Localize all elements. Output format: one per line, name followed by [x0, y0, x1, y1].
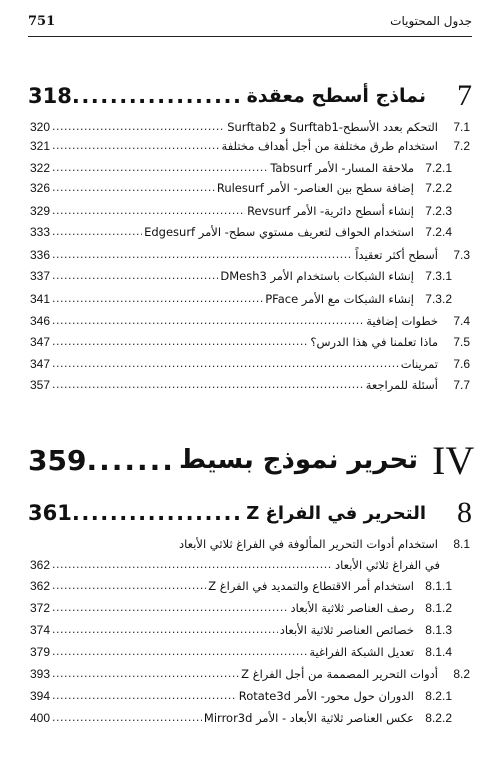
dot-leader: [52, 708, 202, 728]
entry-section-number: 7.3.1: [425, 269, 452, 283]
entry-section-number: 8.2.2: [425, 711, 452, 725]
entry-title: خصائص العناصر ثلاثية الأبعاد: [279, 623, 414, 637]
toc-entry[interactable]: [30, 686, 452, 706]
toc-entry[interactable]: [30, 136, 470, 156]
dot-leader: [52, 311, 364, 331]
entry-page-number: 336: [30, 248, 51, 262]
toc-entry[interactable]: [30, 708, 452, 728]
entry-section-number: 7.2.1: [425, 161, 452, 175]
entry-title: استخدام أدوات التحرير المألوفة في الفراغ ثلاثي الأبعاد: [179, 537, 438, 551]
entry-page-number: 346: [30, 314, 51, 328]
part-heading[interactable]: [28, 437, 475, 483]
toc-entry[interactable]: [30, 222, 452, 242]
dot-leader: [72, 501, 240, 525]
entry-page-number: 321: [30, 139, 51, 153]
entry-title: ملاحقة المسار- الأمر Tabsurf: [270, 161, 414, 175]
chapter-title: التحرير في الفراغ Z: [246, 502, 426, 524]
dot-leader: [52, 375, 364, 395]
chapter-heading[interactable]: [28, 495, 472, 531]
dot-leader: [86, 444, 173, 477]
toc-entry[interactable]: [30, 311, 470, 331]
entry-page-number: 322: [30, 161, 51, 175]
chapter-number: 8: [457, 496, 472, 529]
entry-title: أسطح أكثر تعقيداً: [355, 248, 438, 262]
entry-title: استخدام الحواف لتعريف مستوي سطح- الأمر Edgesurf: [144, 225, 414, 239]
entry-page-number: 347: [30, 357, 51, 371]
entry-title: أدوات التحرير المصممة من أجل الفراغ Z: [241, 667, 438, 681]
dot-leader: [72, 84, 241, 108]
entry-page-number: 329: [30, 204, 51, 218]
entry-section-number: 7.4: [453, 314, 470, 328]
entry-title: أسئلة للمراجعة: [365, 378, 438, 392]
dot-leader: [52, 576, 206, 596]
entry-page-number: 320: [30, 120, 51, 134]
dot-leader: [52, 266, 218, 286]
entry-title-continuation: في الفراغ ثلاثي الأبعاد: [335, 558, 440, 572]
chapter-heading[interactable]: [28, 78, 472, 114]
chapter-number: 7: [457, 79, 472, 112]
entry-title: عكس العناصر ثلاثية الأبعاد - الأمر Mirror3d: [203, 711, 414, 725]
entry-section-number: 8.2: [453, 667, 470, 681]
toc-entry[interactable]: [30, 201, 452, 221]
entry-section-number: 7.2.2: [425, 181, 452, 195]
entry-section-number: 7.3: [453, 248, 470, 262]
toc-entry[interactable]: [30, 289, 452, 309]
chapter-page-number: 361: [28, 501, 72, 525]
entry-section-number: 7.3.2: [425, 292, 452, 306]
toc-entry[interactable]: [30, 664, 470, 684]
entry-page-number: 362: [30, 579, 51, 593]
dot-leader: [52, 332, 308, 352]
toc-entry[interactable]: [30, 178, 452, 198]
entry-page-number: 362: [30, 558, 51, 572]
entry-section-number: 7.2.3: [425, 204, 452, 218]
entry-title: إضافة سطح بين العناصر- الأمر Rulesurf: [216, 181, 414, 195]
entry-section-number: 8.1.4: [425, 645, 452, 659]
dot-leader: [52, 664, 239, 684]
entry-title: خطوات إضافية: [366, 314, 438, 328]
entry-section-number: 7.7: [453, 378, 470, 392]
toc-entry[interactable]: [30, 620, 452, 640]
entry-section-number: 8.1.3: [425, 623, 452, 637]
toc-entry[interactable]: [30, 375, 470, 395]
entry-section-number: 8.2.1: [425, 689, 452, 703]
dot-leader: [52, 289, 263, 309]
entry-section-number: 7.2.4: [425, 225, 452, 239]
entry-page-number: 393: [30, 667, 51, 681]
page-header: [28, 10, 472, 37]
chapter-title: نماذج أسطح معقدة: [246, 85, 426, 107]
toc-entry[interactable]: [30, 266, 452, 286]
part-number: IV: [432, 437, 475, 483]
entry-title: الدوران حول محور- الأمر Rotate3d: [238, 689, 414, 703]
entry-title: تعديل الشبكة الفراغية: [309, 645, 414, 659]
entry-section-number: 8.1.1: [425, 579, 452, 593]
dot-leader: [52, 642, 307, 662]
part-page-number: 359: [28, 443, 87, 477]
entry-section-number: 7.6: [453, 357, 470, 371]
toc-entry[interactable]: [30, 354, 470, 374]
dot-leader: [52, 117, 225, 137]
dot-leader: [52, 354, 399, 374]
dot-leader: [52, 620, 278, 640]
dot-leader: [52, 222, 142, 242]
toc-entry-line2[interactable]: [30, 555, 440, 575]
toc-entry[interactable]: [30, 332, 470, 352]
entry-title: إنشاء الشبكات مع الأمر PFace: [265, 292, 414, 306]
entry-title: التحكم بعدد الأسطح-Surftab1 و Surftab2: [227, 120, 438, 134]
entry-page-number: 357: [30, 378, 51, 392]
entry-title: ماذا تعلمنا في هذا الدرس؟: [310, 335, 438, 349]
part-title: تحرير نموذج بسيط: [179, 445, 418, 475]
dot-leader: [52, 598, 288, 618]
entry-page-number: 326: [30, 181, 51, 195]
dot-leader: [52, 555, 333, 575]
toc-entry[interactable]: [30, 245, 470, 265]
dot-leader: [52, 245, 353, 265]
entry-page-number: 333: [30, 225, 51, 239]
running-title: جدول المحتويات: [390, 14, 472, 28]
dot-leader: [52, 201, 245, 221]
dot-leader: [52, 136, 220, 156]
entry-title: استخدام طرق مختلفة من أجل أهداف مختلفة: [221, 139, 438, 153]
entry-title: استخدام أمر الاقتطاع والتمديد في الفراغ Z: [208, 579, 414, 593]
entry-page-number: 394: [30, 689, 51, 703]
toc-entry-line1[interactable]: [30, 534, 470, 554]
toc-entry[interactable]: [30, 117, 470, 137]
chapter-page-number: 318: [28, 84, 72, 108]
entry-title: رصف العناصر ثلاثية الأبعاد: [290, 601, 414, 615]
entry-page-number: 379: [30, 645, 51, 659]
entry-page-number: 337: [30, 269, 51, 283]
entry-page-number: 372: [30, 601, 51, 615]
dot-leader: [52, 158, 268, 178]
dot-leader: [52, 686, 237, 706]
toc-entry[interactable]: [30, 158, 452, 178]
entry-title: إنشاء الشبكات باستخدام الأمر DMesh3: [220, 269, 414, 283]
entry-title: إنشاء أسطح دائرية- الأمر Revsurf: [247, 204, 414, 218]
toc-entry[interactable]: [30, 642, 452, 662]
dot-leader: [52, 178, 215, 198]
toc-entry[interactable]: [30, 576, 452, 596]
entry-page-number: 374: [30, 623, 51, 637]
entry-page-number: 400: [30, 711, 51, 725]
entry-title: تمرينات: [400, 357, 438, 371]
entry-section-number: 7.5: [453, 335, 470, 349]
entry-section-number: 7.1: [453, 120, 470, 134]
entry-page-number: 341: [30, 292, 51, 306]
entry-section-number: 8.1.2: [425, 601, 452, 615]
page-number: 751: [28, 14, 56, 29]
entry-page-number: 347: [30, 335, 51, 349]
entry-section-number: 7.2: [453, 139, 470, 153]
toc-entry[interactable]: [30, 598, 452, 618]
entry-section-number: 8.1: [453, 537, 470, 551]
